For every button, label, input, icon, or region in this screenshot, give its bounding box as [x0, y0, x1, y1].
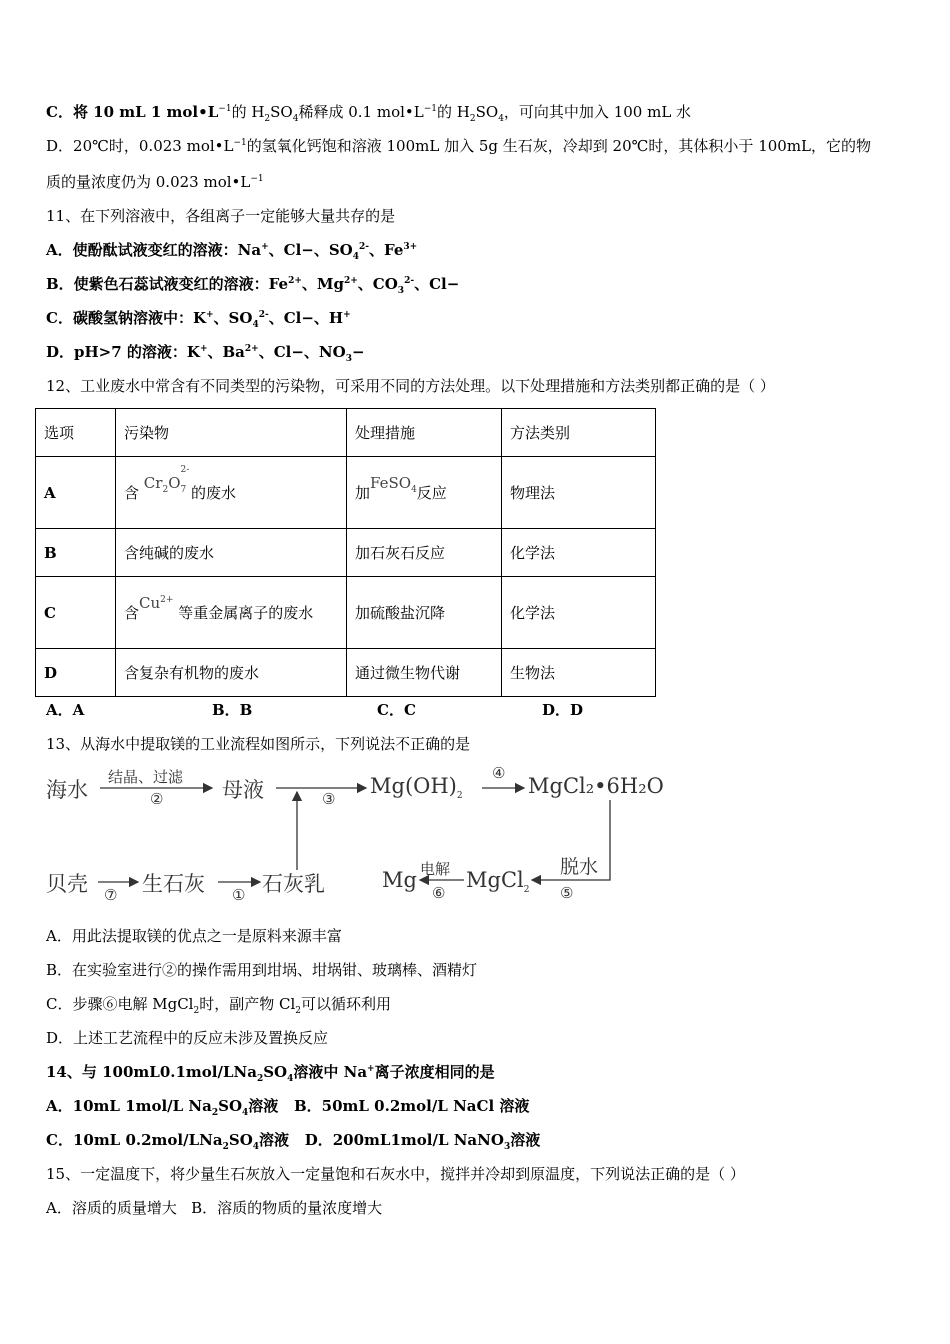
table-cell-measure: 通过微生物代谢	[347, 649, 502, 697]
dehydrate-label: 脱水	[560, 856, 599, 878]
mgcl2-hydrate-label: MgCl₂•6H₂O	[528, 774, 664, 798]
crystal-filter-label: 结晶、过滤	[108, 768, 184, 786]
table-row	[36, 649, 656, 697]
q14-options-cd: C．10mL $0.2mol/LNa_2SO_4$溶液 D．200mL1mol/L NaNO$_3$溶液	[46, 1131, 541, 1152]
table-header-cell: 处理措施	[347, 409, 502, 457]
table-header-cell: 污染物	[116, 409, 347, 457]
electrolysis-label: 电解	[420, 860, 451, 878]
mg-label: Mg	[382, 868, 417, 892]
table-cell-option: B	[36, 529, 116, 577]
step-5-label: ⑤	[560, 884, 574, 902]
q11-option-a: A．使酚酞试液变红的溶液：Na+、Cl−、$SO_4^{2-}$、$Fe^{3+}$	[46, 241, 418, 262]
q13-stem: 13、从海水中提取镁的工业流程如图所示，下列说法不正确的是	[46, 735, 471, 753]
table-cell-pollutant: 含纯碱的废水	[116, 529, 347, 577]
q11-option-c: C．碳酸氢钠溶液中：K+、$SO_4^{2-}$、Cl−、H+	[46, 309, 351, 330]
q13-option-a: A．用此法提取镁的优点之一是原料来源丰富	[46, 927, 342, 945]
q10-option-d-line2: 质的量浓度仍为 0.023 $mol•L^{-1}$	[46, 173, 264, 191]
table-header-cell: 选项	[36, 409, 116, 457]
table-row	[36, 529, 656, 577]
table-header-cell: 方法类别	[502, 409, 656, 457]
q15-options-ab: A．溶质的质量增大 B．溶质的物质的量浓度增大	[46, 1199, 383, 1217]
table-header-row	[36, 409, 656, 457]
table-cell-category: 化学法	[502, 577, 656, 649]
q12-choice-b: B．B	[212, 701, 253, 719]
seawater-label: 海水	[46, 778, 88, 802]
q12-choice-c: C．C	[377, 701, 416, 719]
table-cell-option: D	[36, 649, 116, 697]
table-cell-option: C	[36, 577, 116, 649]
flow-diagram	[0, 760, 700, 910]
table-cell-measure: 加石灰石反应	[347, 529, 502, 577]
shell-label: 贝壳	[46, 872, 88, 896]
q11-option-b: B．使紫色石蕊试液变红的溶液：$Fe^{2+}$、$Mg^{2+}$、$CO_3^{2-}$、Cl−	[46, 275, 460, 296]
step-2-label: ②	[150, 790, 164, 808]
table-cell-category: 生物法	[502, 649, 656, 697]
q14-options-ab: A．10mL 1mol/L $Na_2SO_4$溶液 B．50mL 0.2mol/L NaCl 溶液	[46, 1097, 530, 1118]
q12-choice-a: A．A	[46, 701, 85, 719]
table-cell-pollutant: 含$Cu^{2+}$ 等重金属离子的废水	[116, 577, 347, 649]
mgoh2-label: $Mg(OH)_2$	[370, 774, 463, 802]
mgcl2-label: MgCl$_2$	[466, 868, 530, 896]
quicklime-label: 生石灰	[142, 872, 205, 896]
q12-choice-d: D．D	[542, 701, 584, 719]
q13-option-d: D．上述工艺流程中的反应未涉及置换反应	[46, 1029, 329, 1047]
step-4-label: ④	[492, 764, 506, 782]
q15-stem: 15、一定温度下，将少量生石灰放入一定量饱和石灰水中，搅拌并冷却到原温度，下列说法正确的是（ ）	[46, 1165, 745, 1183]
q13-option-c: C．步骤⑥电解 MgCl$_2$时，副产物 $Cl_2$可以循环利用	[46, 995, 392, 1016]
step-3-label: ③	[322, 790, 336, 808]
table-row	[36, 577, 656, 649]
table-cell-pollutant: 含复杂有机物的废水	[116, 649, 347, 697]
step-1-label: ①	[232, 886, 246, 904]
table-cell-category: 物理法	[502, 457, 656, 529]
q11-stem: 11、在下列溶液中，各组离子一定能够大量共存的是	[46, 207, 396, 225]
step-7-label: ⑦	[104, 886, 118, 904]
table-cell-category: 化学法	[502, 529, 656, 577]
mother-liquor-label: 母液	[222, 778, 264, 802]
q14-stem: 14、与 $100mL0.1mol/LNa_2SO_4$溶液中 Na+离子浓度相同的是	[46, 1063, 495, 1084]
table-cell-option: A	[36, 457, 116, 529]
table-cell-measure: 加硫酸盐沉降	[347, 577, 502, 649]
lime-milk-label: 石灰乳	[262, 872, 325, 896]
q10-option-d-line1: D．20℃时，0.023 $mol•L^{-1}$的氢氧化钙饱和溶液 100mL 加入 5g 生石灰，冷却到 20℃时，其体积小于 100mL，它的物	[46, 137, 872, 155]
step-6-label: ⑥	[432, 884, 446, 902]
q11-option-d: D．pH>7 的溶液：K+、$Ba^{2+}$、Cl−、$NO_3-$	[46, 343, 365, 364]
q12-stem: 12、工业废水中常含有不同类型的污染物，可采用不同的方法处理。以下处理措施和方法类别都正确的是（ ）	[46, 377, 775, 395]
q13-option-b: B．在实验室进行②的操作需用到坩埚、坩埚钳、玻璃棒、酒精灯	[46, 961, 478, 979]
q12-table	[35, 408, 656, 697]
table-cell-pollutant: 含 $Cr_2O_7$ 2- 的废水	[116, 457, 347, 529]
table-row	[36, 457, 656, 529]
q10-option-c: C．将 10 mL 1 $mol•L^{-1}$的 $H_2SO_4$稀释成 0.1 $mol•L^{-1}$的 $H_2SO_4$，可向其中加入 100 mL 水	[46, 103, 692, 124]
table-cell-measure: 加FeSO$_4$反应	[347, 457, 502, 529]
